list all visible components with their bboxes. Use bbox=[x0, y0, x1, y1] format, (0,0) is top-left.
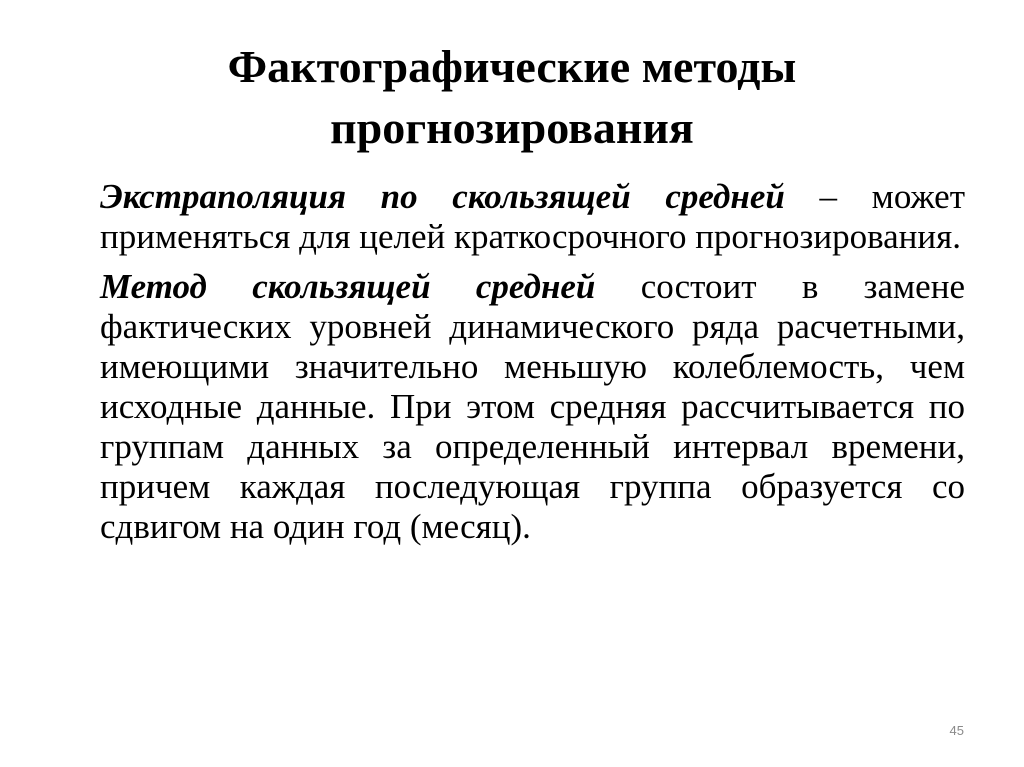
term-extrapolation: Экстраполяция по скользящей средней bbox=[100, 177, 785, 216]
paragraph-moving-average bbox=[100, 267, 965, 547]
slide-title-line-1: Фактографические методы bbox=[227, 41, 797, 92]
slide-body bbox=[100, 177, 965, 557]
paragraph-moving-average-text: состоит в замене фактических уровней динамического ряда расчетными, имеющими значительно меньшую колеблемость, чем исходные данные. При этом средняя рассчитывается по группам данных за определенный интервал времени, причем каждая последующая группа образуется со сдвигом на один год (месяц). bbox=[100, 267, 965, 546]
term-moving-average: Метод скользящей средней bbox=[100, 267, 596, 306]
slide-title-line-2: прогнозирования bbox=[330, 102, 694, 153]
slide-title bbox=[60, 36, 964, 158]
page-number: 45 bbox=[949, 723, 964, 738]
paragraph-extrapolation bbox=[100, 177, 965, 257]
paragraph-extrapolation-text: – может применяться для целей краткосрочного прогнозирования. bbox=[100, 177, 965, 256]
